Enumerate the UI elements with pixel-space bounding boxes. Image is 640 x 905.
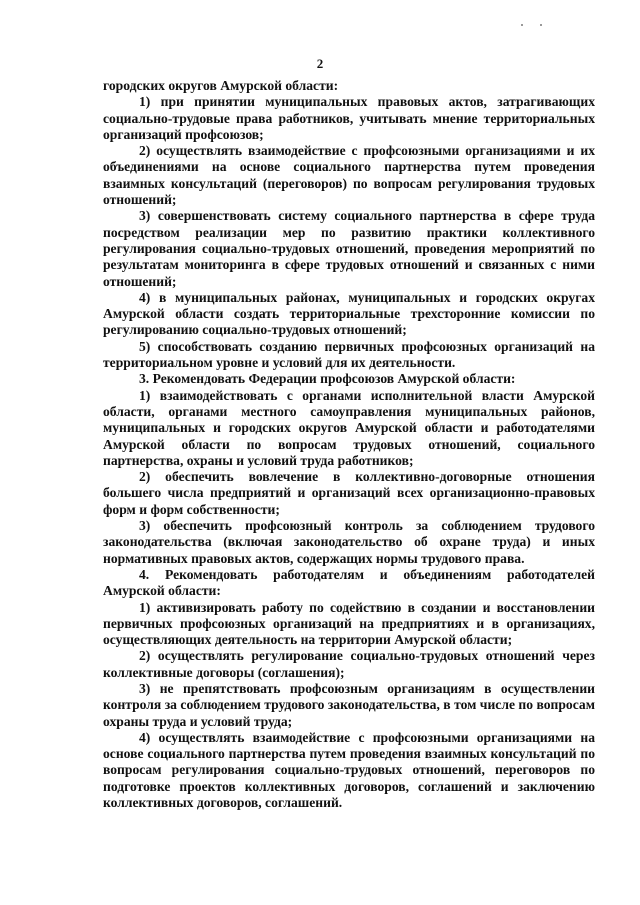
scan-speck: [521, 24, 523, 26]
paragraph: 1) активизировать работу по содействию в создании и восстановлении первичных профсоюзных организаций на предприятиях и в организациях, осуществляющих деятельность на территории Амурской области;: [103, 599, 595, 648]
paragraph: 1) при принятии муниципальных правовых актов, затрагивающих социально-трудовые права работников, учитывать мнение территориальных организаций профсоюзов;: [103, 94, 595, 142]
paragraph: 5) способствовать созданию первичных профсоюзных организаций на территориальном уровне и условий для их деятельности.: [103, 338, 595, 371]
paragraph: 2) осуществлять взаимодействие с профсоюзными организациями и их объединениями на основе социального партнерства путем проведения взаимных консультаций (переговоров) по вопросам регулирования трудовых отношений;: [103, 143, 595, 208]
paragraph: 2) обеспечить вовлечение в коллективно-договорные отношения большего числа предприятий и организаций всех организационно-правовых форм и форм собственности;: [103, 469, 595, 517]
paragraph: 4) осуществлять взаимодействие с профсоюзными организациями на основе социального партнерства путем проведения взаимных консультаций по вопросам регулирования социально-трудовых отношений, переговоров по подготовке проектов коллективных договоров, соглашений и заключению коллективных договоров, соглашений.: [103, 729, 595, 811]
document-body: [103, 78, 595, 811]
paragraph-lead-in: городских округов Амурской области:: [103, 78, 339, 93]
paragraph: 1) взаимодействовать с органами исполнительной власти Амурской области, органами местного самоуправления муниципальных районов, муниципальных и городских округов Амурской области и работодателями Амурской области по вопросам трудовых отношений, социального партнерства, охраны и условий труда работников;: [103, 387, 595, 468]
paragraph: 3) совершенствовать систему социального партнерства в сфере труда посредством реализации мер по развитию практики коллективного регулирования социально-трудовых отношений, проведения мероприятий по результатам мониторинга в сфере трудовых отношений и связанных с ними отношений;: [103, 208, 595, 289]
scan-speck: [540, 24, 542, 26]
paragraph: 2) осуществлять регулирование социально-трудовых отношений через коллективные договоры (соглашения);: [103, 648, 595, 680]
page-number: 2: [316, 56, 324, 71]
paragraph: 3) не препятствовать профсоюзным организациям в осуществлении контроля за соблюдением трудового законодательства, в том числе по вопросам охраны труда и условий труда;: [103, 680, 595, 729]
section-heading-4: 4. Рекомендовать работодателям и объединениям работодателей Амурской области:: [103, 566, 595, 599]
section-heading-3: 3. Рекомендовать Федерации профсоюзов Амурской области:: [139, 371, 516, 387]
paragraph: 4) в муниципальных районах, муниципальных и городских округах Амурской области создать территориальные трехсторонние комиссии по регулированию социально-трудовых отношений;: [103, 289, 595, 338]
paragraph: 3) обеспечить профсоюзный контроль за соблюдением трудового законодательства (включая законодательство об охране труда) и иных нормативных правовых актов, содержащих нормы трудового права.: [103, 518, 595, 566]
